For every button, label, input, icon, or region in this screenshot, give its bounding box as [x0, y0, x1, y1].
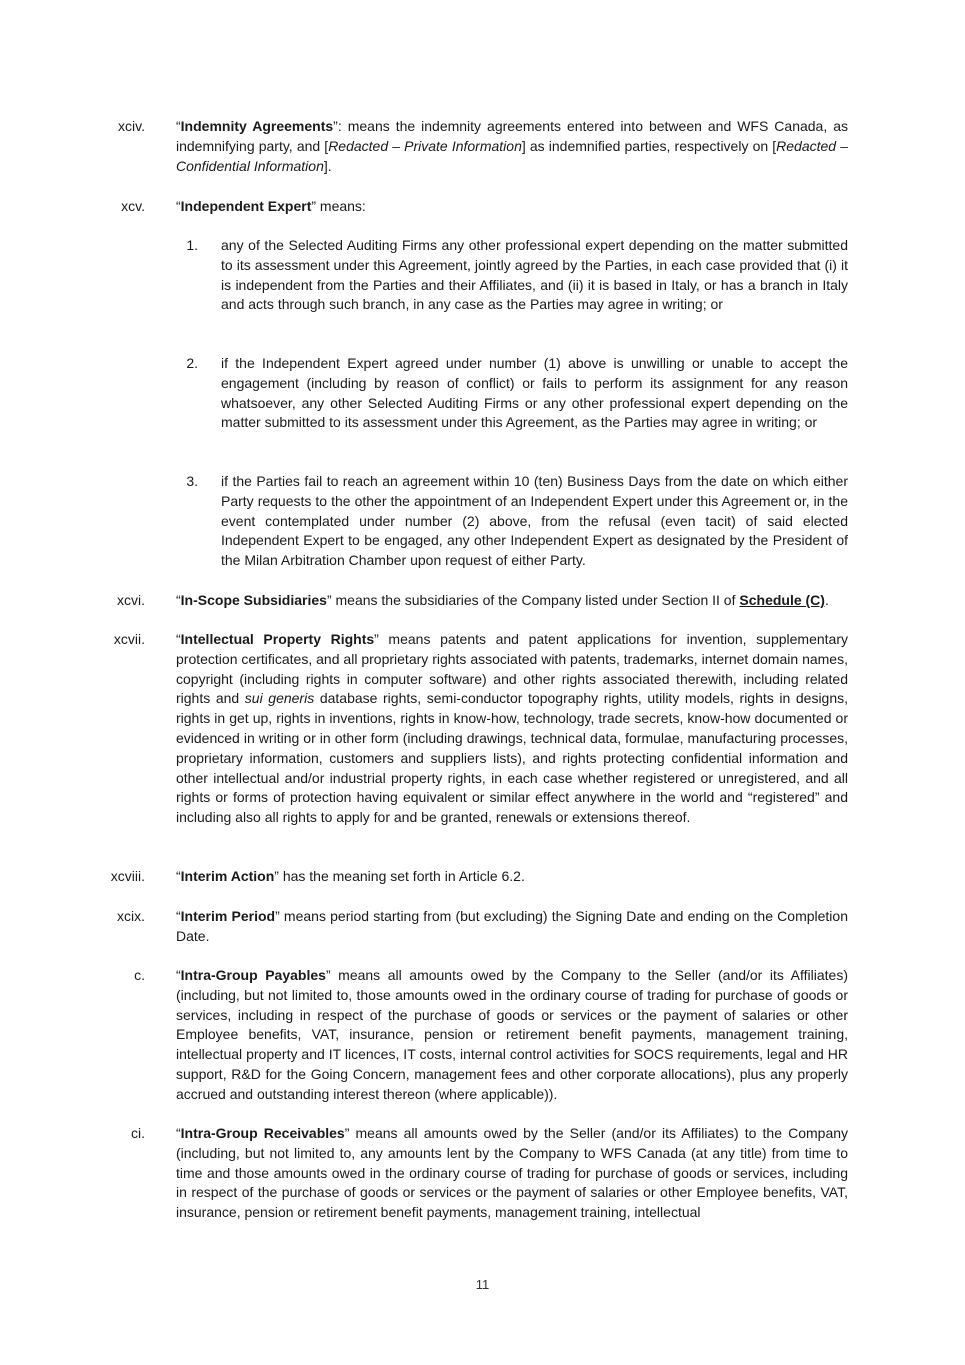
sub-item-number: 3.: [186, 473, 198, 489]
clause-number: xcvi.: [117, 592, 145, 608]
clause-text: “Indemnity Agreements”: means the indemnity agreements entered into between and WFS Canada, as indemnifying party, and [Redacted – Private Information] as indemnified parties, respectively on [Redacted – Confidential Information].: [176, 118, 848, 174]
defined-term: Independent Expert: [180, 198, 312, 214]
defined-term: Intra-Group Payables: [180, 967, 326, 983]
clause-text: “Interim Action” has the meaning set forth in Article 6.2.: [176, 868, 525, 884]
page-number: 11: [475, 1277, 490, 1292]
clause-number: xcviii.: [110, 868, 145, 884]
clause-text: “Independent Expert” means:: [176, 198, 366, 214]
sub-item-number: 2.: [186, 355, 198, 371]
defined-term: In-Scope Subsidiaries: [180, 592, 327, 608]
clause-text: “Intra-Group Payables” means all amounts owed by the Company to the Seller (and/or its Affiliates) (including, but not limited to, those amounts owed in the ordinary course of trading for purchase of goods or services, including in respect of the purchase of goods or services or the payment of salaries or other Employee benefits, VAT, insurance, pension or retirement benefit payments, management training, intellectual property and IT licences, IT costs, internal control activities for SOCS requirements, legal and HR support, R&D for the Going Concern, management fees and other corporate allocations), plus any properly accrued and outstanding interest thereon (where applicable)).: [176, 967, 849, 1102]
sub-item-number: 1.: [186, 237, 198, 253]
schedule-reference: Schedule (C): [739, 592, 825, 608]
clause-number: xciv.: [118, 118, 145, 134]
defined-term: Interim Period: [180, 908, 276, 924]
clause-text: “Interim Period” means period starting from (but excluding) the Signing Date and ending on the Completion Date.: [176, 908, 848, 944]
sub-item-text: if the Independent Expert agreed under number (1) above is unwilling or unable to accept the engagement (including by reason of conflict) or fails to perform its assignment for any reason whatsoever, any other Selected Auditing Firms or any other professional expert depending on the matter submitted to its assessment under this Agreement, as the Parties may agree in writing; or: [221, 355, 848, 431]
clause-text: “Intellectual Property Rights” means patents and patent applications for invention, supplementary protection certificates, and all proprietary rights associated with patents, trademarks, internet domain names, copyright (including rights in computer software) and other rights associated therewith, including related rights and sui generis database rights, semi-conductor topography rights, utility models, rights in designs, rights in get up, rights in inventions, rights in know-how, technology, trade secrets, know-how documented or evidenced in writing or in other form (including drawings, technical data, formulae, manufacturing processes, proprietary information, customers and suppliers lists), and rights protecting confidential information and other intellectual and/or industrial property rights, in each case whether registered or unregistered, and all rights or forms of protection having equivalent or similar effect anywhere in the world and “registered” and including also all rights to apply for and be granted, renewals or extensions thereof.: [176, 631, 849, 826]
clause-text: “Intra-Group Receivables” means all amounts owed by the Seller (and/or its Affiliates) to the Company (including, but not limited to, any amounts lent by the Company to WFS Canada (at any title) from time to time and those amounts owed in the ordinary course of trading for purchase of goods or services, including in respect of the purchase of goods or services or the payment of salaries or other Employee benefits, VAT, insurance, pension or retirement benefit payments, management training, intellectual: [176, 1125, 849, 1221]
clause-text: “In-Scope Subsidiaries” means the subsidiaries of the Company listed under Section II of Schedule (C).: [176, 592, 829, 608]
defined-term: Intra-Group Receivables: [180, 1125, 345, 1141]
clause-number: ci.: [131, 1125, 145, 1141]
sub-item-text: if the Parties fail to reach an agreement within 10 (ten) Business Days from the date on which either Party requests to the other the appointment of an Independent Expert under this Agreement or, in the event contemplated under number (2) above, from the refusal (even tacit) of said elected Independent Expert to be engaged, any other Independent Expert as designated by the President of the Milan Arbitration Chamber upon request of either Party.: [221, 473, 848, 569]
defined-term: Intellectual Property Rights: [180, 631, 375, 647]
clause-number: xcix.: [117, 908, 145, 924]
clause-number: c.: [134, 967, 145, 983]
sub-item-text: any of the Selected Auditing Firms any other professional expert depending on the matter submitted to its assessment under this Agreement, jointly agreed by the Parties, in each case provided that (i) it is independent from the Parties and their Affiliates, and (ii) it is based in Italy, or has a branch in Italy and acts through such branch, in any case as the Parties may agree in writing; or: [221, 237, 848, 313]
defined-term: Interim Action: [180, 868, 275, 884]
clause-number: xcvii.: [113, 631, 145, 647]
defined-term: Indemnity Agreements: [180, 118, 334, 134]
clause-number: xcv.: [121, 198, 145, 214]
